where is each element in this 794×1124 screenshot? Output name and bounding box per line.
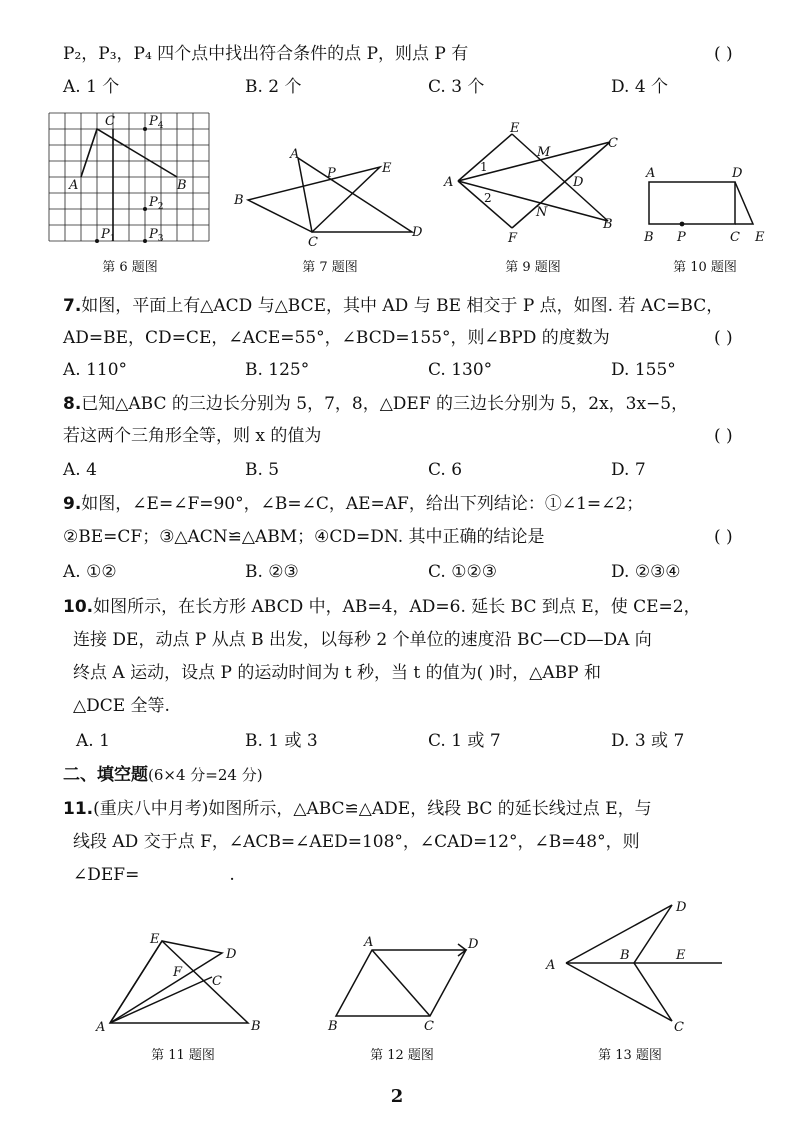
svg-text:B: B — [620, 948, 630, 963]
q9-option-b: B. ②③ — [245, 562, 299, 582]
q9-option-a: A. ①② — [63, 562, 117, 582]
q10-text-1: 如图所示，在长方形 ABCD 中，AB=4，AD=6. 延长 BC 到点 E，使 CE=2， — [93, 597, 701, 617]
section-2-detail: (6×4 分=24 分) — [148, 766, 263, 784]
section-2-heading — [63, 764, 263, 786]
svg-text:E: E — [382, 161, 392, 176]
svg-text:B: B — [251, 1019, 261, 1034]
q7-option-d: D. 155° — [611, 360, 676, 380]
svg-text:C: C — [308, 235, 318, 250]
svg-text:D: D — [412, 225, 423, 240]
svg-text:C: C — [424, 1019, 434, 1034]
svg-text:M: M — [537, 145, 551, 160]
q11-number: 11. — [63, 799, 94, 819]
figure-9 — [440, 118, 620, 248]
svg-text:A: A — [290, 147, 300, 162]
svg-text:C: C — [608, 136, 618, 151]
q6-tail-text: P₂，P₃，P₄ 四个点中找出符合条件的点 P，则点 P 有 — [63, 44, 469, 64]
svg-text:B: B — [644, 230, 654, 245]
caption-figure-7: 第 7 题图 — [302, 260, 358, 275]
q6-option-b: B. 2 个 — [245, 77, 302, 97]
caption-figure-12: 第 12 题图 — [370, 1048, 434, 1063]
q7-number: 7. — [63, 296, 82, 316]
q9-line1 — [63, 493, 643, 515]
section-2-title: 二、填空题 — [63, 765, 148, 785]
q10-line2: 连接 DE，动点 P 从点 B 出发，以每秒 2 个单位的速度沿 BC—CD—DA 向 — [73, 630, 652, 650]
caption-figure-11: 第 11 题图 — [151, 1048, 215, 1063]
q6-option-a: A. 1 个 — [63, 77, 120, 97]
svg-text:D: D — [573, 175, 584, 190]
caption-figure-10: 第 10 题图 — [673, 260, 737, 275]
caption-figure-9: 第 9 题图 — [505, 260, 561, 275]
svg-text:D: D — [226, 947, 237, 962]
svg-text:P4: $P_4$ — [149, 114, 164, 131]
svg-text:B: B — [177, 178, 187, 193]
q7-option-a: A. 110° — [63, 360, 128, 380]
q7-text-1: 如图，平面上有△ACD 与△BCE，其中 AD 与 BE 相交于 P 点，如图. 若 AC=BC， — [81, 296, 724, 316]
svg-text:P: P — [677, 230, 686, 245]
q7-line1 — [63, 295, 723, 317]
q8-line2: 若这两个三角形全等，则 x 的值为 — [63, 426, 322, 446]
svg-text:D: D — [676, 900, 687, 915]
q8-option-c: C. 6 — [428, 460, 463, 480]
svg-text:D: D — [468, 937, 479, 952]
q11-line3 — [73, 864, 235, 886]
q7-answer-paren: ( ) — [714, 328, 733, 348]
svg-text:A: A — [546, 958, 556, 973]
svg-text:E: E — [755, 230, 765, 245]
svg-text:A: A — [364, 935, 374, 950]
q8-text-1: 已知△ABC 的三边长分别为 5，7，8，△DEF 的三边长分别为 5，2x，3x−5， — [81, 394, 689, 414]
svg-text:C: C — [674, 1020, 684, 1035]
svg-text:F: F — [508, 231, 518, 246]
q10-option-d: D. 3 或 7 — [611, 731, 685, 751]
q9-text-1: 如图，∠E=∠F=90°，∠B=∠C，AE=AF，给出下列结论：①∠1=∠2； — [81, 494, 644, 514]
q7-option-b: B. 125° — [245, 360, 310, 380]
page-number: 2 — [390, 1086, 404, 1107]
q11-line2: 线段 AD 交于点 F，∠ACB=∠AED=108°，∠CAD=12°，∠B=48°，则 — [73, 832, 640, 852]
q10-line1 — [63, 596, 701, 618]
q6-option-d: D. 4 个 — [611, 77, 669, 97]
svg-text:E: E — [676, 948, 686, 963]
q10-option-c: C. 1 或 7 — [428, 731, 501, 751]
figure-12 — [320, 930, 490, 1040]
q10-line3: 终点 A 运动，设点 P 的运动时间为 t 秒，当 t 的值为( )时，△ABP 和 — [73, 663, 601, 683]
q11-text-3: ∠DEF= — [73, 865, 140, 885]
q8-option-d: D. 7 — [611, 460, 646, 480]
svg-text:A: A — [96, 1020, 106, 1035]
svg-text:B: B — [234, 193, 244, 208]
figure-10 — [638, 162, 773, 247]
q9-number: 9. — [63, 494, 82, 514]
figure-13 — [540, 893, 730, 1038]
q11-line1 — [63, 798, 652, 820]
q6-answer-paren: ( ) — [714, 44, 733, 64]
figure-6-grid — [45, 110, 215, 245]
svg-text:1: 1 — [480, 160, 488, 174]
q7-option-c: C. 130° — [428, 360, 493, 380]
svg-text:N: N — [536, 205, 548, 220]
q8-line1 — [63, 393, 688, 415]
svg-text:B: B — [603, 217, 613, 232]
q11-end: . — [229, 865, 235, 885]
q8-number: 8. — [63, 394, 82, 414]
q8-option-b: B. 5 — [245, 460, 280, 480]
q7-line2: AD=BE，CD=CE，∠ACE=55°，∠BCD=155°，则∠BPD 的度数为 — [63, 328, 610, 348]
svg-text:2: 2 — [484, 191, 492, 205]
q9-option-d: D. ②③④ — [611, 562, 681, 582]
svg-text:E: E — [150, 932, 160, 947]
figure-11 — [90, 925, 270, 1040]
caption-figure-6: 第 6 题图 — [102, 260, 158, 275]
svg-text:A: A — [444, 175, 454, 190]
caption-figure-13: 第 13 题图 — [598, 1048, 662, 1063]
svg-text:P3: $P_3$ — [149, 227, 164, 244]
q10-number: 10. — [63, 597, 94, 617]
q6-option-c: C. 3 个 — [428, 77, 485, 97]
q10-line4: △DCE 全等. — [73, 696, 170, 716]
q11-text-1: (重庆八中月考)如图所示，△ABC≌△ADE，线段 BC 的延长线过点 E，与 — [93, 799, 652, 819]
svg-text:P1: $P_1$ — [101, 227, 116, 244]
q8-answer-paren: ( ) — [714, 426, 733, 446]
svg-text:C: C — [212, 974, 222, 989]
svg-text:B: B — [328, 1019, 338, 1034]
q10-option-b: B. 1 或 3 — [245, 731, 318, 751]
svg-text:C: C — [730, 230, 740, 245]
svg-text:P: P — [327, 166, 336, 181]
q10-option-a: A. 1 — [76, 731, 110, 751]
q9-option-c: C. ①②③ — [428, 562, 497, 582]
svg-text:D: D — [732, 166, 743, 181]
svg-text:E: E — [510, 121, 520, 136]
svg-text:A: A — [69, 178, 79, 193]
svg-text:F: F — [173, 965, 183, 980]
svg-text:A: A — [646, 166, 656, 181]
q8-option-a: A. 4 — [63, 460, 97, 480]
q9-answer-paren: ( ) — [714, 527, 733, 547]
q9-line2: ②BE=CF；③△ACN≌△ABM；④CD=DN. 其中正确的结论是 — [63, 527, 545, 547]
svg-text:P2: $P_2$ — [149, 195, 164, 212]
figure-7 — [230, 140, 430, 250]
svg-text:C: C — [105, 114, 115, 129]
